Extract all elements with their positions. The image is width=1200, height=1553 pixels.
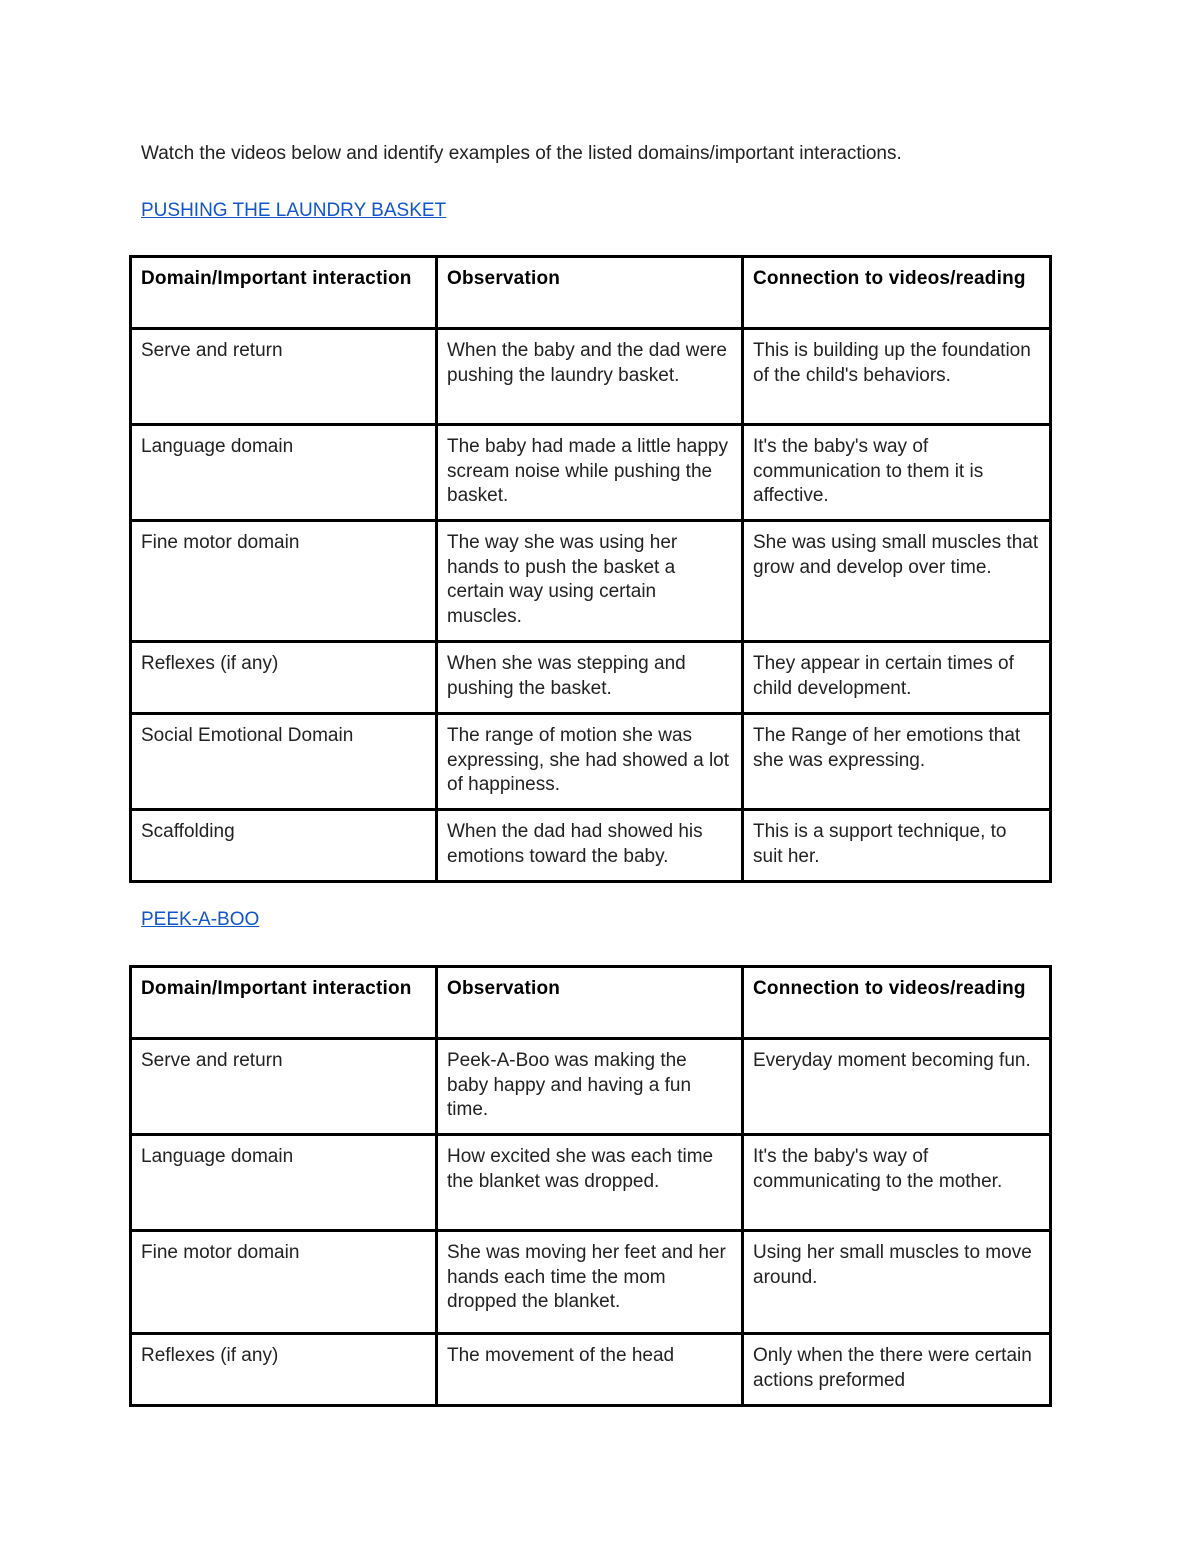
cell-domain: Fine motor domain bbox=[131, 1231, 437, 1334]
table-row bbox=[131, 425, 1051, 521]
instructions-text: Watch the videos below and identify examples of the listed domains/important interactions. bbox=[141, 143, 902, 164]
cell-domain: Serve and return bbox=[131, 1039, 437, 1135]
table-header-row bbox=[131, 967, 1051, 1039]
cell-observation: When the baby and the dad were pushing the laundry basket. bbox=[437, 329, 743, 425]
cell-domain: Social Emotional Domain bbox=[131, 714, 437, 810]
cell-domain: Reflexes (if any) bbox=[131, 1334, 437, 1406]
cell-domain: Fine motor domain bbox=[131, 521, 437, 642]
cell-connection: The Range of her emotions that she was expressing. bbox=[743, 714, 1051, 810]
table-row bbox=[131, 714, 1051, 810]
cell-observation: How excited she was each time the blanket was dropped. bbox=[437, 1135, 743, 1231]
table-row bbox=[131, 810, 1051, 882]
cell-connection: She was using small muscles that grow and develop over time. bbox=[743, 521, 1051, 642]
cell-connection: This is building up the foundation of the child's behaviors. bbox=[743, 329, 1051, 425]
header-domain: Domain/Important interaction bbox=[131, 967, 437, 1039]
cell-observation: When the dad had showed his emotions toward the baby. bbox=[437, 810, 743, 882]
cell-connection: Using her small muscles to move around. bbox=[743, 1231, 1051, 1334]
cell-domain: Serve and return bbox=[131, 329, 437, 425]
cell-domain: Scaffolding bbox=[131, 810, 437, 882]
cell-domain: Reflexes (if any) bbox=[131, 642, 437, 714]
cell-connection: It's the baby's way of communication to them it is affective. bbox=[743, 425, 1051, 521]
cell-observation: The movement of the head bbox=[437, 1334, 743, 1406]
table-row bbox=[131, 1135, 1051, 1231]
cell-observation: When she was stepping and pushing the basket. bbox=[437, 642, 743, 714]
table-row bbox=[131, 1039, 1051, 1135]
cell-domain: Language domain bbox=[131, 1135, 437, 1231]
header-domain: Domain/Important interaction bbox=[131, 257, 437, 329]
table-row bbox=[131, 1334, 1051, 1406]
header-connection: Connection to videos/reading bbox=[743, 257, 1051, 329]
link-peek-a-boo[interactable]: PEEK-A-BOO bbox=[141, 909, 260, 930]
cell-connection: Everyday moment becoming fun. bbox=[743, 1039, 1051, 1135]
cell-observation: She was moving her feet and her hands each time the mom dropped the blanket. bbox=[437, 1231, 743, 1334]
cell-connection: It's the baby's way of communicating to the mother. bbox=[743, 1135, 1051, 1231]
peek-a-boo-table bbox=[129, 965, 1052, 1407]
header-observation: Observation bbox=[437, 967, 743, 1039]
table-row bbox=[131, 642, 1051, 714]
cell-observation: The baby had made a little happy scream noise while pushing the basket. bbox=[437, 425, 743, 521]
cell-observation: The range of motion she was expressing, she had showed a lot of happiness. bbox=[437, 714, 743, 810]
laundry-basket-table bbox=[129, 255, 1052, 883]
table-header-row bbox=[131, 257, 1051, 329]
table-row bbox=[131, 329, 1051, 425]
table-row bbox=[131, 521, 1051, 642]
cell-connection: This is a support technique, to suit her. bbox=[743, 810, 1051, 882]
cell-observation: Peek-A-Boo was making the baby happy and having a fun time. bbox=[437, 1039, 743, 1135]
cell-observation: The way she was using her hands to push the basket a certain way using certain muscles. bbox=[437, 521, 743, 642]
cell-connection: Only when the there were certain actions preformed bbox=[743, 1334, 1051, 1406]
cell-connection: They appear in certain times of child development. bbox=[743, 642, 1051, 714]
header-connection: Connection to videos/reading bbox=[743, 967, 1051, 1039]
header-observation: Observation bbox=[437, 257, 743, 329]
table-row bbox=[131, 1231, 1051, 1334]
cell-domain: Language domain bbox=[131, 425, 437, 521]
link-pushing-the-laundry-basket[interactable]: PUSHING THE LAUNDRY BASKET bbox=[141, 200, 447, 221]
